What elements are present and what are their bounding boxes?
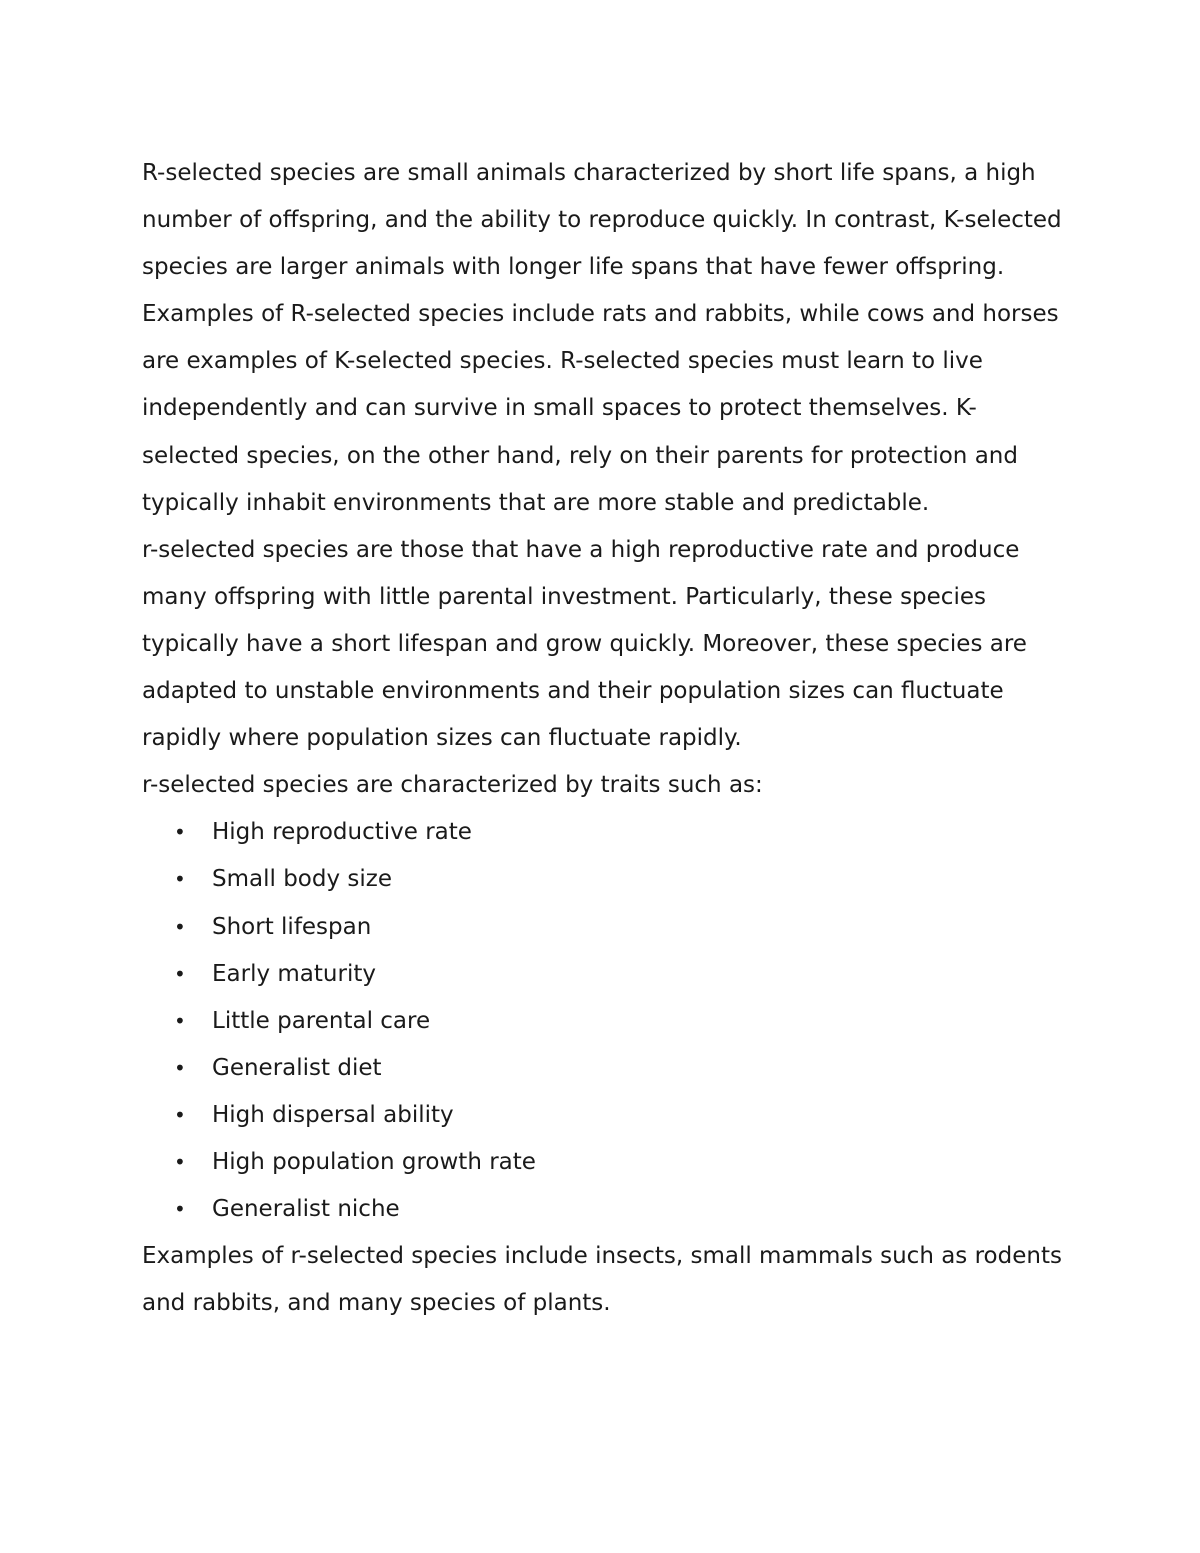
list-item — [142, 856, 1072, 903]
list-item-text: High dispersal ability — [212, 1101, 454, 1128]
paragraph-examples: Examples of r-selected species include insects, small mammals such as rodents and rabbits, and many species of plants. — [142, 1243, 1062, 1317]
bullet-icon: • — [174, 1197, 186, 1222]
list-item — [142, 1045, 1072, 1092]
list-item — [142, 1092, 1072, 1139]
list-item-text: Short lifespan — [212, 913, 372, 940]
paragraph-r-k-comparison: R-selected species are small animals characterized by short life spans, a high number of offspring, and the ability to reproduce quickly. In contrast, K-selected species are larger animals with longer life spans that have fewer offspring. Examples of R-selected species include rats and rabbits, while cows and horses are examples of K-selected species. R-selected species must learn to live independently and can survive in small spaces to protect themselves. K-selected species, on the other hand, rely on their parents for protection and typically inhabit environments that are more stable and predictable. — [142, 160, 1062, 516]
list-item-text: Early maturity — [212, 960, 376, 987]
bullet-icon: • — [174, 820, 186, 845]
list-item-text: Generalist diet — [212, 1054, 382, 1081]
bullet-icon: • — [174, 1102, 186, 1127]
traits-intro: r-selected species are characterized by traits such as: — [142, 772, 763, 799]
list-item-text: Small body size — [212, 866, 392, 893]
list-item — [142, 904, 1072, 951]
traits-list — [142, 809, 1072, 1233]
list-item — [142, 1139, 1072, 1186]
list-item — [142, 809, 1072, 856]
bullet-icon: • — [174, 867, 186, 892]
document-body — [142, 150, 1072, 1327]
list-item — [142, 998, 1072, 1045]
bullet-icon: • — [174, 1055, 186, 1080]
list-item-text: Generalist niche — [212, 1196, 400, 1223]
bullet-icon: • — [174, 914, 186, 939]
list-item-text: High reproductive rate — [212, 819, 472, 846]
list-item — [142, 951, 1072, 998]
list-item-text: High population growth rate — [212, 1148, 536, 1175]
bullet-icon: • — [174, 961, 186, 986]
list-item-text: Little parental care — [212, 1007, 431, 1034]
list-item — [142, 1186, 1072, 1233]
bullet-icon: • — [174, 1149, 186, 1174]
bullet-icon: • — [174, 1008, 186, 1033]
paragraph-r-selected-definition: r-selected species are those that have a high reproductive rate and produce many offspring with little parental investment. Particularly, these species typically have a short lifespan and grow quickly. Moreover, these species are adapted to unstable environments and their population sizes can fluctuate rapidly where population sizes can fluctuate rapidly. — [142, 536, 1027, 752]
